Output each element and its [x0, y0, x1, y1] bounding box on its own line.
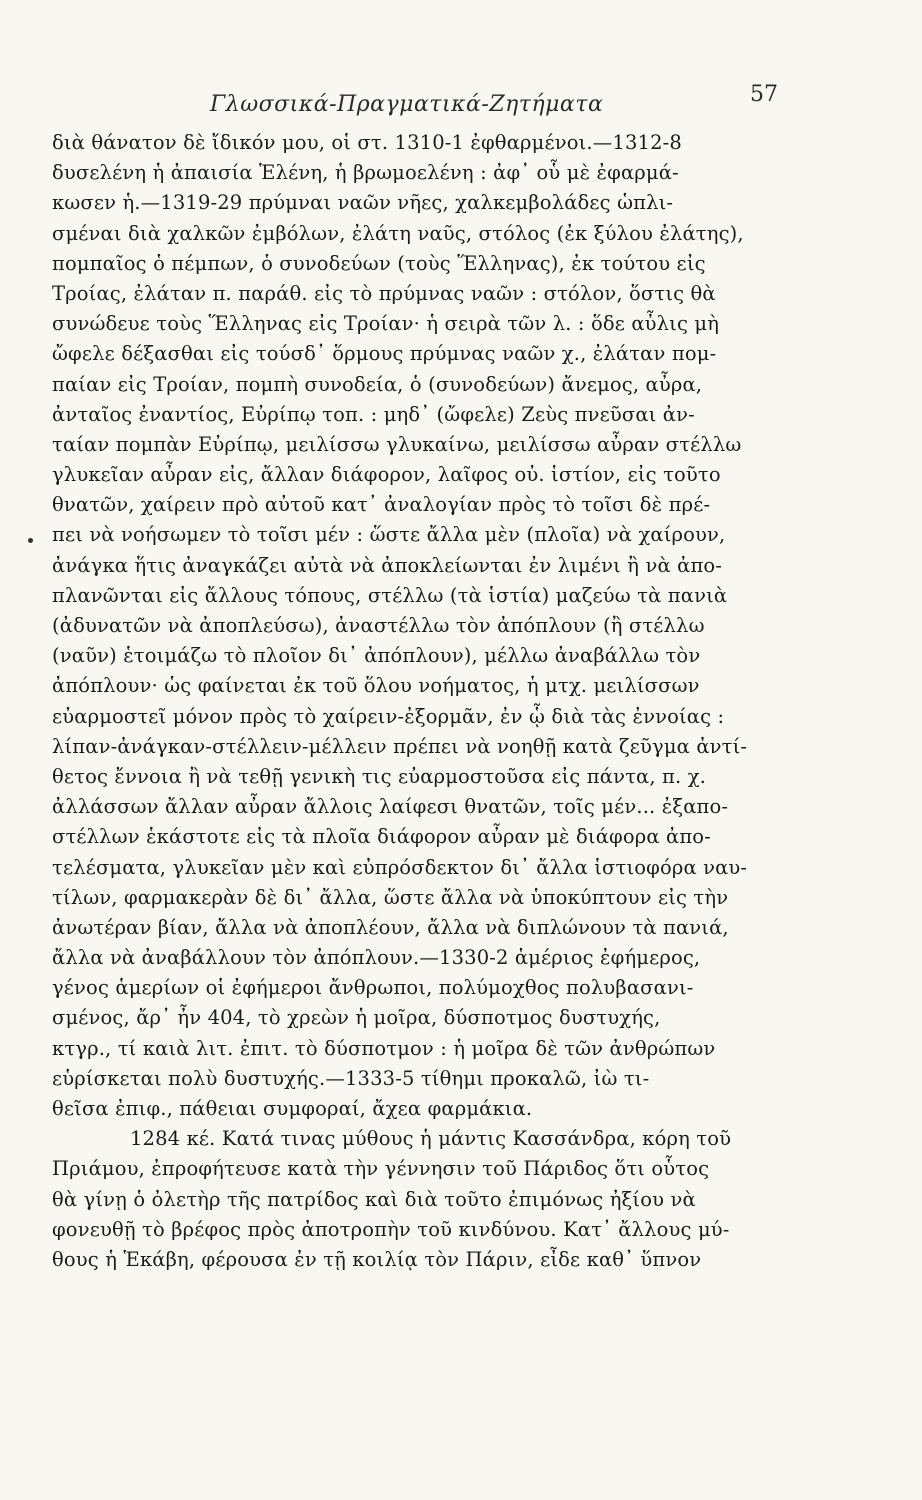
text-line: λίπαν-ἀνάγκαν-στέλλειν-μέλλειν πρέπει νὰ νοηθῇ κατὰ ζεῦγμα ἀντί- [52, 734, 748, 758]
margin-dot-mark [28, 538, 33, 543]
text-line: κωσεν ἡ.—1319-29 πρύμναι ναῶν νῆες, χαλκεμβολάδες ὡπλι- [52, 191, 674, 215]
text-line: δυσελένη ἡ ἀπαισία Ἑλένη, ἡ βρωμοελένη : ἀφ᾽ οὗ μὲ ἐφαρμά- [52, 161, 679, 185]
text-line: ταίαν πομπὰν Εὐρίπῳ, μειλίσσω γλυκαίνω, μειλίσσω αὖραν στέλλω [52, 432, 742, 456]
text-line: 1284 κέ. Κατά τινας μύθους ἡ μάντις Κασσάνδρα, κόρη τοῦ [130, 1127, 732, 1151]
text-line: φονευθῇ τὸ βρέφος πρὸς ἀποτροπὴν τοῦ κινδύνου. Κατ᾽ ἄλλους μύ- [52, 1217, 730, 1241]
text-line: θνατῶν, χαίρειν πρὸ αὐτοῦ κατ᾽ ἀναλογίαν πρὸς τὸ τοῖσι δὲ πρέ- [52, 493, 711, 517]
text-line: Πριάμου, ἐπροφήτευσε κατὰ τὴν γέννησιν τοῦ Πάριδος ὅτι οὗτος [52, 1157, 710, 1181]
text-line: σμένος, ἄρ᾽ ἦν 404, τὸ χρεὼν ἡ μοῖρα, δύσποτμος δυστυχής, [52, 1006, 661, 1030]
text-line: διὰ θάνατον δὲ ἴδικόν μου, οἱ στ. 1310-1 ἐφθαρμένοι.—1312-8 [52, 131, 682, 154]
text-line: ἀλλάσσων ἄλλαν αὖραν ἄλλοις λαίφεσι θνατῶν, τοῖς μέν... ἐξαπο- [52, 795, 729, 819]
text-line: τελέσματα, γλυκεῖαν μὲν καὶ εὐπρόσδεκτον δι᾽ ἄλλα ἱστιοφόρα ναυ- [52, 855, 748, 879]
text-line: παίαν εἰς Τροίαν, πομπὴ συνοδεία, ὁ (συνοδεύων) ἄνεμος, αὖρα, [52, 372, 703, 396]
text-line: πλανῶνται εἰς ἄλλους τόπους, στέλλω (τὰ ἱστία) μαζεύω τὰ πανιὰ [52, 583, 728, 607]
text-line: γένος ἁμερίων οἱ ἐφήμεροι ἄνθρωποι, πολύμοχθος πολυβασανι- [52, 976, 694, 1000]
text-line: θὰ γίνῃ ὁ ὀλετὴρ τῆς πατρίδος καὶ διὰ τοῦτο ἐπιμόνως ἠξίου νὰ [52, 1187, 696, 1211]
text-line: Τροίας, ἐλάταν π. παράθ. εἰς τὸ πρύμνας ναῶν : στόλον, ὅστις θὰ [52, 281, 716, 305]
running-title: Γλωσσικά-Πραγματικά-Ζητήματα [210, 92, 604, 117]
text-line: σμέναι διὰ χαλκῶν ἐμβόλων, ἐλάτη ναῦς, στόλος (ἐκ ξύλου ἐλάτης), [52, 221, 744, 245]
text-line: στέλλων ἑκάστοτε εἰς τὰ πλοῖα διάφορον αὖραν μὲ διάφορα ἀπο- [52, 825, 711, 849]
text-line: ἄλλα νὰ ἀναβάλλουν τὸν ἀπόπλουν.—1330-2 ἁμέριος ἐφήμερος, [52, 946, 701, 970]
text-line: (ἀδυνατῶν νὰ ἀποπλεύσω), ἀναστέλλω τὸν ἀπόπλουν (ἢ στέλλω [52, 614, 705, 637]
text-line: ἀνωτέραν βίαν, ἄλλα νὰ ἀποπλέουν, ἄλλα νὰ διπλώνουν τὰ πανιά, [52, 915, 729, 939]
text-line: συνώδευε τοὺς Ἕλληνας εἰς Τροίαν· ἡ σειρὰ τῶν λ. : ὅδε αὖλις μὴ [52, 312, 720, 336]
text-line: πει νὰ νοήσωμεν τὸ τοῖσι μέν : ὥστε ἄλλα μὲν (πλοῖα) νὰ χαίρουν, [52, 523, 726, 547]
page-number: 57 [750, 82, 778, 107]
text-line: εὑρίσκεται πολὺ δυστυχής.—1333-5 τίθημι προκαλῶ, ἰὼ τι- [52, 1066, 650, 1090]
text-line: τίλων, φαρμακερὰν δὲ δι᾽ ἄλλα, ὥστε ἄλλα νὰ ὑποκύπτουν εἰς τὴν [52, 885, 729, 909]
text-line: ὤφελε δέξασθαι εἰς τούσδ᾽ ὅρμους πρύμνας ναῶν χ., ἐλάταν πομ- [52, 342, 717, 366]
text-line: ἀνταῖος ἐναντίος, Εὐρίπῳ τοπ. : μηδ᾽ (ὤφελε) Ζεὺς πνεῦσαι ἀν- [52, 402, 695, 426]
text-line: ἀνάγκα ἥτις ἀναγκάζει αὐτὰ νὰ ἀποκλείωνται ἐν λιμένι ἢ νὰ ἀπο- [52, 553, 723, 577]
text-line: κτγρ., τί καιὰ λιτ. ἐπιτ. τὸ δύσποτμον : ἡ μοῖρα δὲ τῶν ἀνθρώπων [52, 1036, 716, 1060]
commentary-text [52, 128, 822, 1275]
text-line: εὐαρμοστεῖ μόνον πρὸς τὸ χαίρειν-ἐξορμᾶν, ἐν ᾧ διὰ τὰς ἐννοίας : [52, 704, 725, 728]
text-line: γλυκεῖαν αὖραν εἰς, ἄλλαν διάφορον, λαῖφος οὐ. ἱστίον, εἰς τοῦτο [52, 463, 721, 487]
text-line: θετος ἔννοια ἢ νὰ τεθῇ γενικὴ τις εὐαρμοστοῦσα εἰς πάντα, π. χ. [52, 764, 707, 788]
text-line: θεῖσα ἐπιφ., πάθειαι συμφοραί, ἄχεα φαρμάκια. [52, 1097, 533, 1120]
text-line: πομπαῖος ὁ πέμπων, ὁ συνοδεύων (τοὺς Ἕλληνας), ἐκ τούτου εἰς [52, 251, 706, 275]
text-line: θους ἡ Ἑκάβη, φέρουσα ἐν τῇ κοιλίᾳ τὸν Πάριν, εἶδε καθ᾽ ὕπνον [52, 1247, 702, 1271]
text-line: (ναῦν) ἑτοιμάζω τὸ πλοῖον δι᾽ ἀπόπλουν), μέλλω ἀναβάλλω τὸν [52, 644, 701, 668]
text-line: ἀπόπλουν· ὡς φαίνεται ἐκ τοῦ ὅλου νοήματος, ἡ μτχ. μειλίσσων [52, 674, 700, 698]
